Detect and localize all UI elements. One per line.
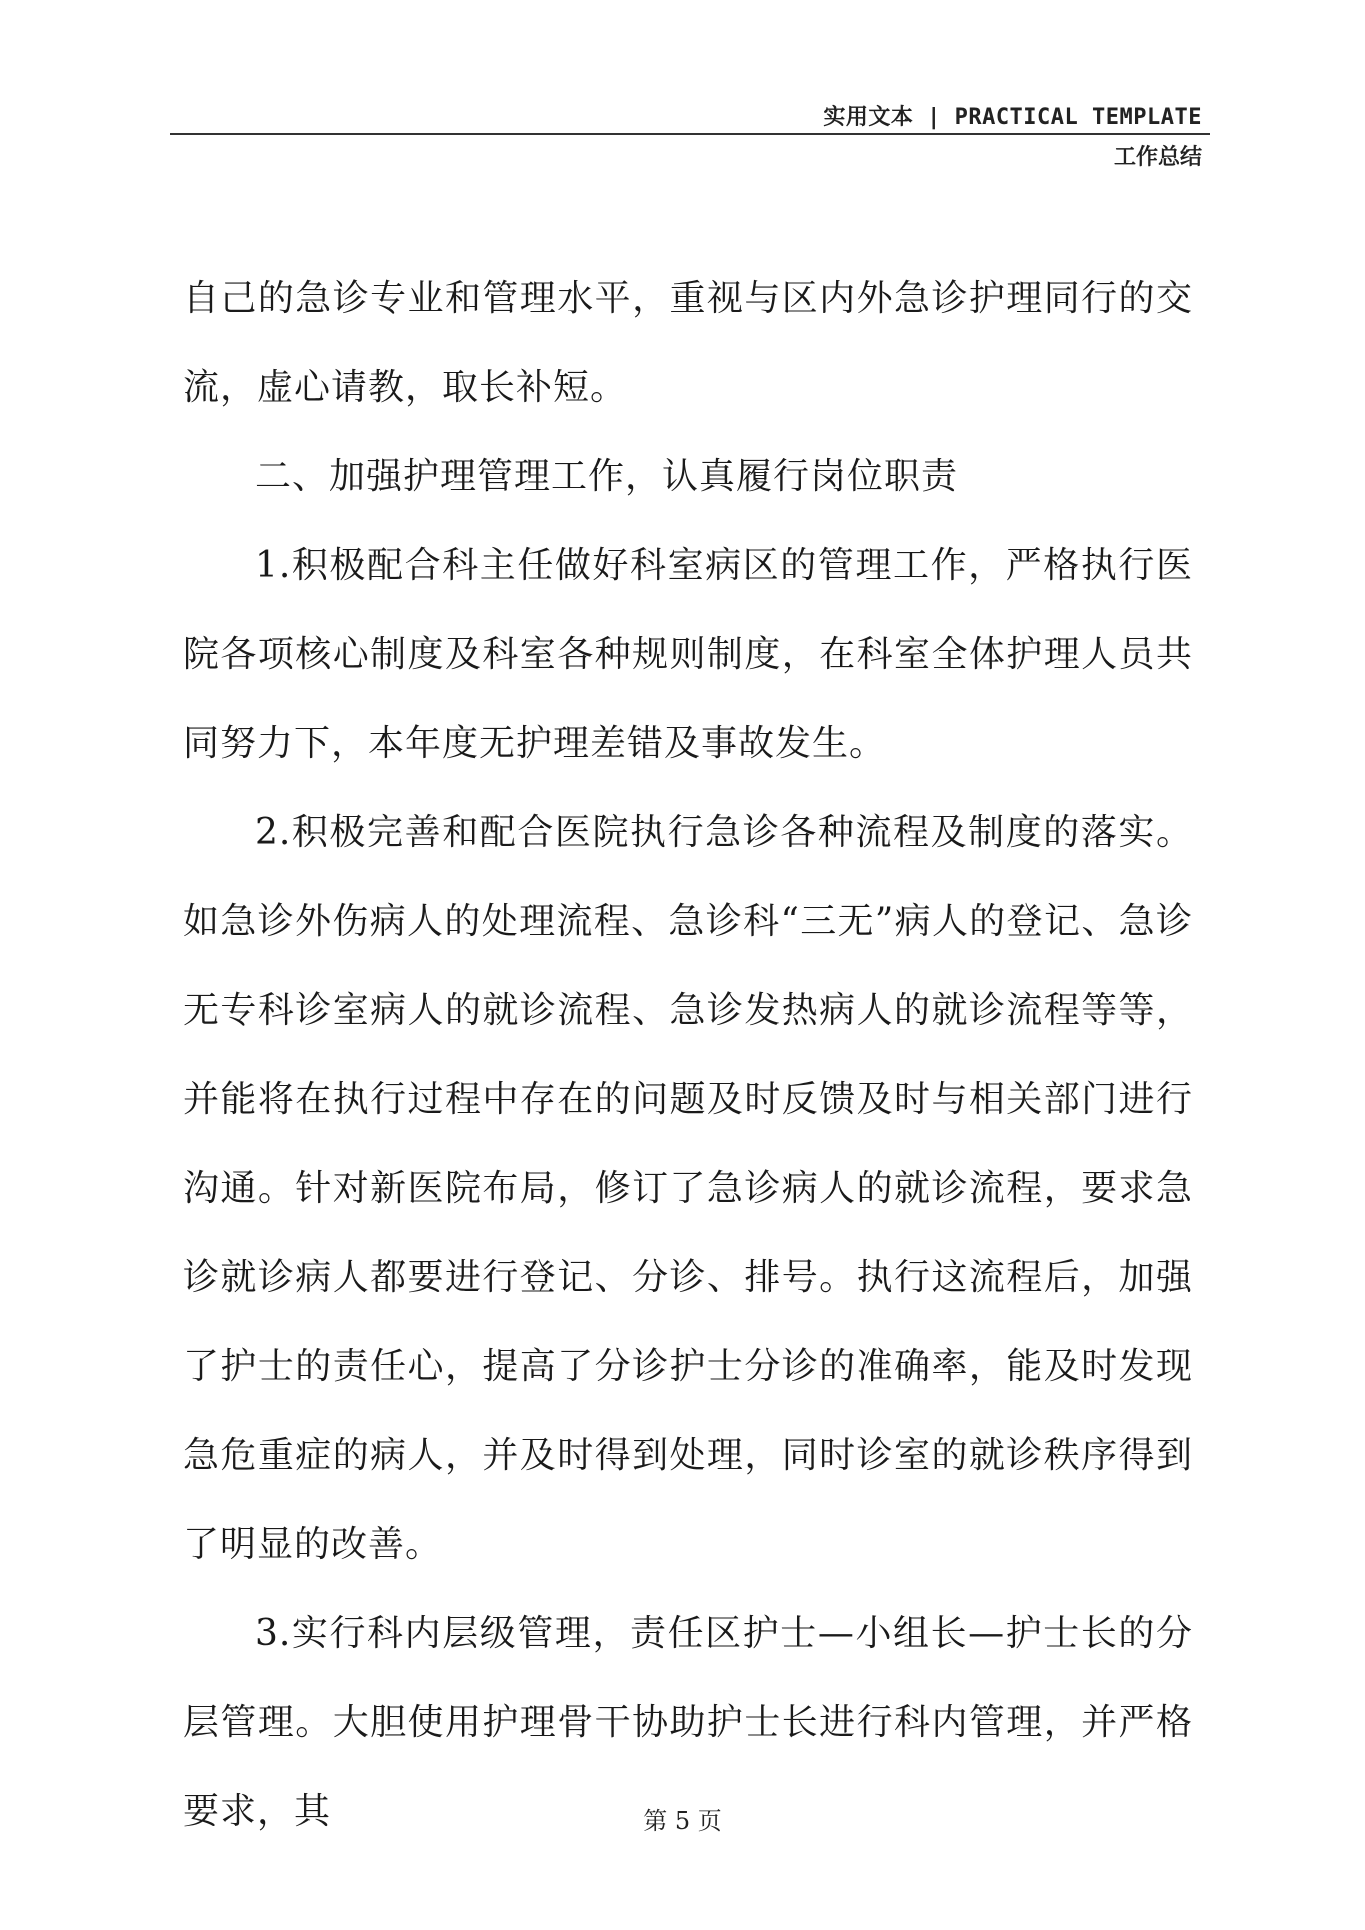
paragraph-item-2: 2.积极完善和配合医院执行急诊各种流程及制度的落实。如急诊外伤病人的处理流程、急诊科“三无”病人的登记、急诊无专科诊室病人的就诊流程、急诊发热病人的就诊流程等等，并能将在执行过程中存在的问题及时反馈及时与相关部门进行沟通。针对新医院布局，修订了急诊病人的就诊流程，要求急诊就诊病人都要进行登记、分诊、排号。执行这流程后，加强了护士的责任心，提高了分诊护士分诊的准确率，能及时发现急危重症的病人，并及时得到处理，同时诊室的就诊秩序得到了明显的改善。 [183, 812, 1193, 1565]
paragraph-item-3: 3.实行科内层级管理，责任区护士—小组长—护士长的分层管理。大胆使用护理骨干协助护士长进行科内管理，并严格要求，其 [183, 1613, 1193, 1832]
header-title: 实用文本 | PRACTICAL TEMPLATE [823, 105, 1202, 130]
paragraph-item-1: 1.积极配合科主任做好科室病区的管理工作，严格执行医院各项核心制度及科室各种规则制度，在科室全体护理人员共同努力下，本年度无护理差错及事故发生。 [183, 545, 1193, 764]
header-subtitle: 工作总结 [1113, 145, 1202, 170]
document-body [183, 254, 1193, 1856]
page-number: 第 5 页 [643, 1807, 722, 1835]
paragraph-1: 自己的急诊专业和管理水平，重视与区内外急诊护理同行的交流，虚心请教，取长补短。 [183, 278, 1193, 408]
section-heading: 二、加强护理管理工作，认真履行岗位职责 [255, 456, 959, 497]
header-divider [170, 133, 1210, 135]
